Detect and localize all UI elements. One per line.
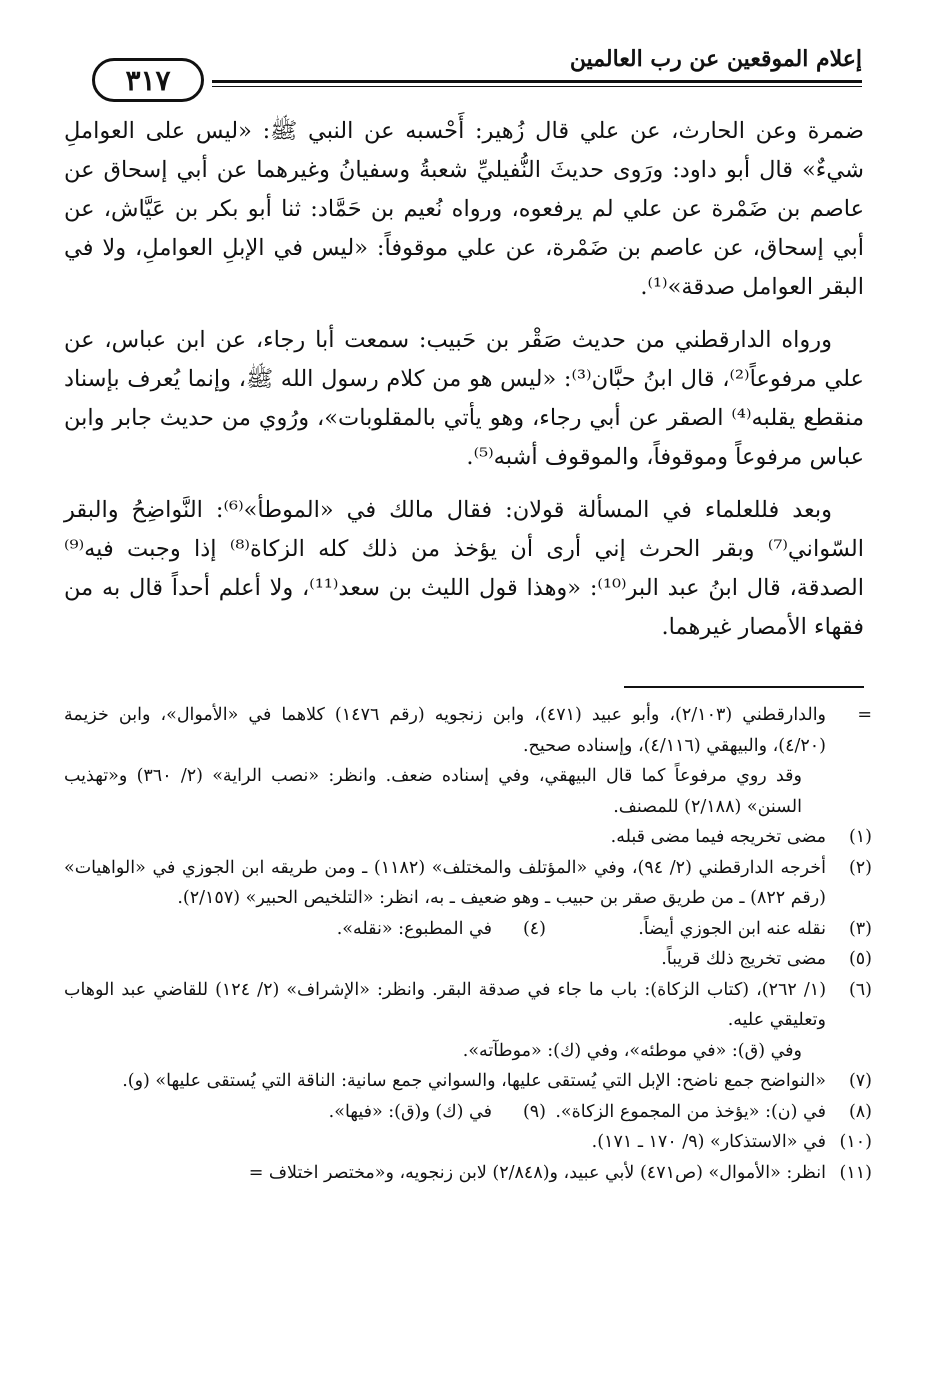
footnote-number: (٢) — [848, 857, 872, 878]
footnote — [64, 1066, 872, 1097]
footnote-text: أخرجه الدارقطني (٢/ ٩٤)، وفي «المؤتلف والمختلف» (١١٨٢) ـ ومن طريقه ابن الجوزي في «الواهيات» (رقم ٨٢٢) ـ من طريق صقر بن حبيب ـ وهو ضعيف ـ به، انظر: «التلخيص الحبير» (٢/١٥٧). — [64, 857, 826, 908]
footnote-text: نقله عنه ابن الجوزي أيضاً. — [638, 918, 826, 939]
footnote-number: (٨) — [848, 1101, 872, 1122]
footnote-marker: = — [857, 705, 872, 725]
footnote-text: مضى تخريج ذلك قريباً. — [661, 949, 826, 969]
paragraph: ضمرة وعن الحارث، عن علي قال زُهير: أَحْسبه عن النبي ﷺ: «ليس على العواملِ شيءٌ» قال أبو داود: ورَوى حديثَ النُّفيليِّ شعبةُ وسفيانُ وغيرهما عن أبي إسحاق عن عاصم بن ضَمْرة عن علي لم يرفعوه، ورواه نُعيم بن حَمَّاد: ثنا أبو بكر بن عَيَّاش، عن أبي إسحاق، عن عاصم بن ضَمْرة، عن علي موقوفاً: «ليس في الإبلِ العواملِ، ولا في البقر العوامل صدقة»⁽¹⁾. — [64, 118, 864, 300]
footnote-number: (٦) — [848, 979, 872, 1000]
paragraph: وبعد فللعلماء في المسألة قولان: فقال مالك في «الموطأ»⁽⁶⁾: النَّواضِحُ والبقر السّواني⁽⁷⁾ وبقر الحرث إني أرى أن يؤخذ من ذلك كله الزكاة⁽⁸⁾ إذا وجبت فيه⁽⁹⁾ الصدقة، قال ابنُ عبد البر⁽¹⁰⁾: «وهذا قول الليث بن سعد⁽¹¹⁾، ولا أعلم أحداً قال به من فقهاء الأمصار غيرهما. — [64, 497, 865, 640]
paragraph: ورواه الدارقطني من حديث صَقْر بن حَبيب: سمعت أبا رجاء، عن ابن عباس، عن علي مرفوعاً⁽²⁾، قال ابنُ حبَّان⁽³⁾: «ليس هو من كلام رسول الله ﷺ، وإنما يُعرف بإسناد منقطع يقلبه⁽⁴⁾ الصقر عن أبي رجاء، وهو يأتي بالمقلوبات»، ورُوي من حديث جابر وابن عباس مرفوعاً وموقوفاً، والموقوف أشبه⁽⁵⁾. — [64, 327, 864, 470]
footnote — [64, 975, 872, 1036]
footnote-text: في (ك) و(ق): «فيها». — [328, 1101, 492, 1122]
footnote-text: (١/ ٢٦٢)، (كتاب الزكاة): باب ما جاء في صدقة البقر. وانظر: «الإشراف» (٢/ ١٢٤) للقاضي عبد الوهاب وتعليقي عليه. — [64, 979, 827, 1030]
footnote-number: (١٠) — [839, 1132, 872, 1152]
footnotes — [64, 700, 872, 1188]
footnote-number: (١) — [848, 827, 872, 847]
footnote-text: انظر: «الأموال» (ص٤٧١) لأبي عبيد، و(٢/٨٤٨) لابن زنجويه، و«مختصر اختلاف = — [248, 1162, 826, 1183]
footnote-text: في المطبوع: «نقله». — [336, 918, 492, 939]
footnote — [64, 944, 872, 975]
footnote-text: «النواضح جمع ناضح: الإبل التي يُستقى عليها، والسواني جمع سانية: الناقة التي يُستقى عليها» (و). — [122, 1071, 826, 1091]
header-rule-thin — [212, 86, 862, 87]
footnote-continuation — [64, 700, 872, 761]
footnote-number: (٤) — [522, 918, 546, 939]
footnote-text: مضى تخريجه فيما مضى قبله. — [610, 827, 826, 847]
page-number: ٣١٧ — [92, 58, 204, 102]
footnote — [64, 853, 872, 914]
footnote-separator — [624, 686, 864, 688]
footnote-number: (٧) — [848, 1071, 872, 1091]
footnote-pair — [64, 914, 872, 945]
footnote-number: (٣) — [848, 918, 872, 939]
footnote-subtext: وفي (ق): «في موطئه»، وفي (ك): «موطآته». — [462, 1040, 802, 1061]
main-text — [64, 112, 864, 661]
footnote-text: في «الاستذكار» (٩/ ١٧٠ ـ ١٧١). — [591, 1132, 826, 1152]
footnote-text: والدارقطني (٢/١٠٣)، وأبو عبيد (٤٧١)، وابن زنجويه (رقم ١٤٧٦) كلاهما في «الأموال»، وابن خزيمة (٤/٢٠)، والبيهقي (٤/١١٦)، وإسناده صحيح. — [64, 705, 827, 756]
footnote — [64, 1127, 872, 1158]
running-title: إعلام الموقعين عن رب العالمين — [569, 46, 862, 72]
footnote-number: (١١) — [839, 1162, 872, 1183]
page-header — [92, 40, 862, 100]
footnote-text: في (ن): «يؤخذ من المجموع الزكاة». — [555, 1101, 826, 1122]
footnote-pair — [64, 1097, 872, 1128]
footnote-subtext: وقد روي مرفوعاً كما قال البيهقي، وفي إسناده ضعف. وانظر: «نصب الراية» (٢/ ٣٦٠) و«تهذيب السنن» (٢/١٨٨) للمصنف. — [64, 766, 802, 817]
footnote — [64, 822, 872, 853]
footnote-number: (٩) — [522, 1101, 546, 1122]
footnote-number: (٥) — [848, 949, 872, 969]
footnote — [64, 1158, 872, 1189]
header-rule — [212, 80, 862, 83]
